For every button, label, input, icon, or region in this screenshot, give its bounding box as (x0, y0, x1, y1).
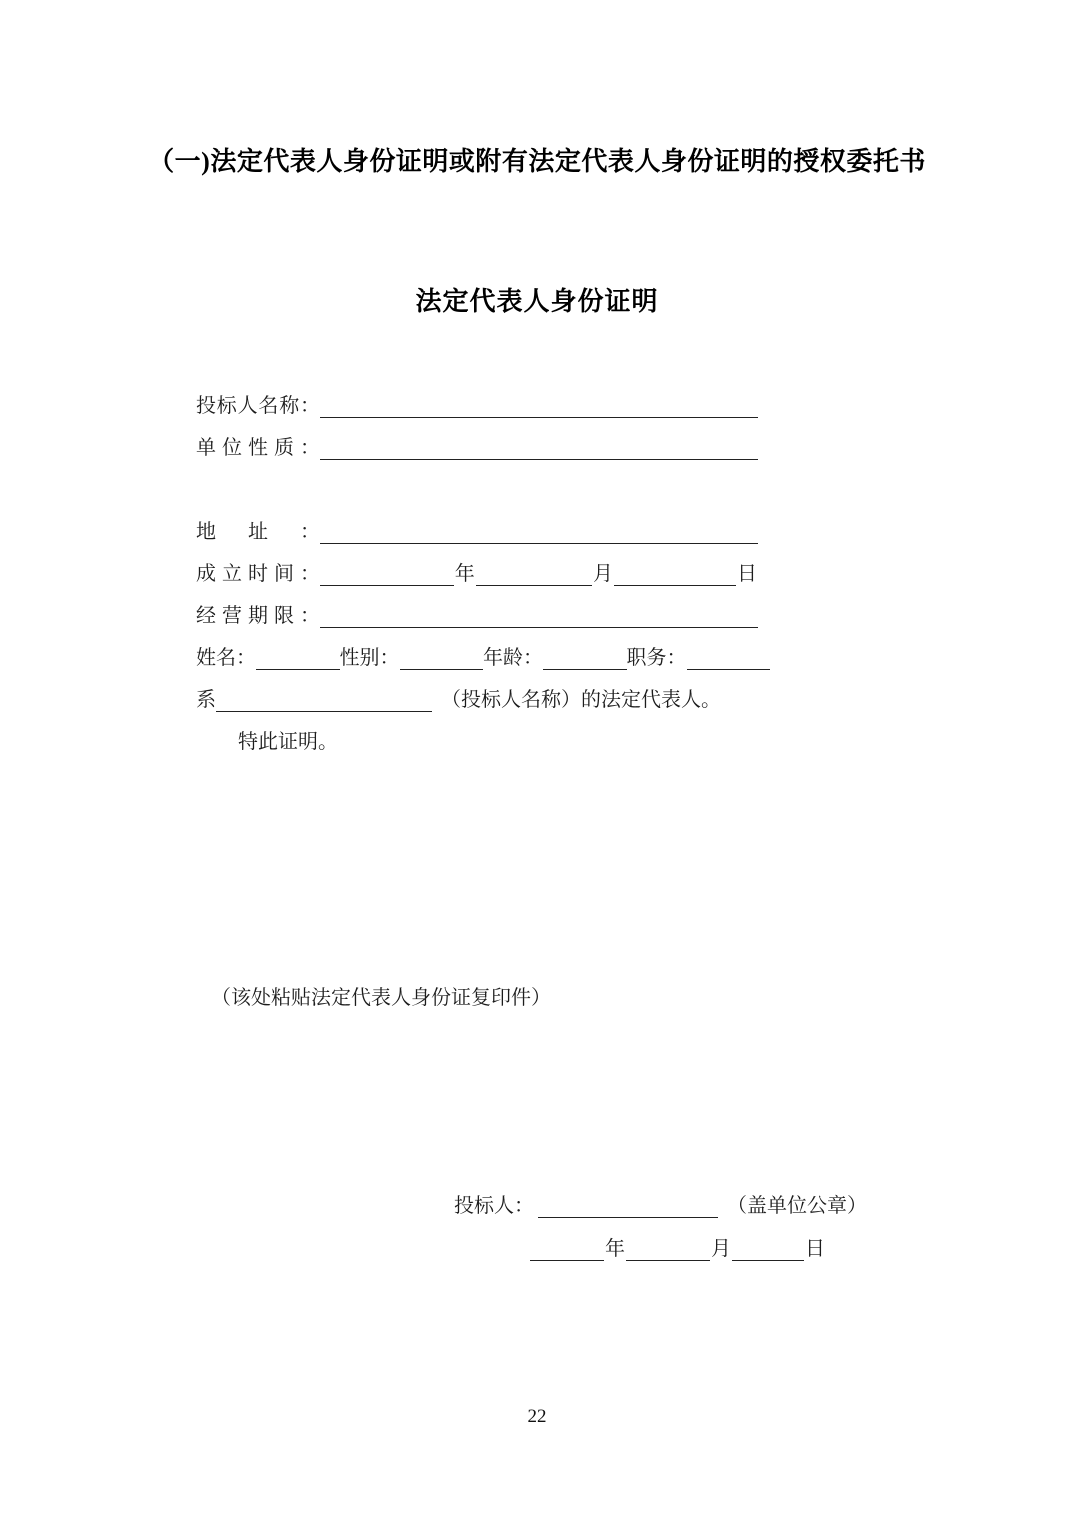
bidder-name-label: 投标人名称： (196, 395, 320, 417)
signature-year-label: 年 (605, 1238, 625, 1260)
business-term-label: 经营期限： (196, 605, 320, 627)
age-label: 年龄： (483, 647, 543, 669)
establish-month-blank (476, 559, 592, 586)
establish-date-row (196, 560, 758, 586)
month-unit-label: 月 (592, 563, 613, 585)
representative-prefix: 系 (196, 689, 216, 711)
age-blank (543, 643, 627, 670)
certify-statement: 特此证明。 (238, 731, 338, 753)
certificate-form (196, 392, 758, 770)
name-blank (256, 643, 340, 670)
unit-nature-row (196, 434, 758, 460)
page-number: 22 (527, 1406, 547, 1427)
unit-nature-label: 单位性质： (196, 437, 320, 459)
day-unit-label: 日 (737, 563, 757, 585)
business-term-row (196, 602, 758, 628)
id-copy-paste-note: （该处粘贴法定代表人身份证复印件） (211, 987, 551, 1009)
bidder-name-row (196, 392, 758, 418)
gender-label: 性别： (339, 647, 400, 669)
establish-day-blank (614, 559, 736, 586)
bidder-signature-row (454, 1192, 867, 1218)
section-title: （一)法定代表人身份证明或附有法定代表人身份证明的授权委托书 (148, 147, 926, 176)
establish-year-blank (320, 559, 454, 586)
certificate-title: 法定代表人身份证明 (415, 287, 659, 316)
signature-year-blank (530, 1234, 604, 1261)
signature-day-blank (732, 1234, 804, 1261)
representative-suffix: （投标人名称）的法定代表人。 (441, 689, 721, 711)
bidder-name-blank (320, 391, 758, 418)
establish-date-label: 成立时间： (196, 563, 320, 585)
year-unit-label: 年 (454, 563, 475, 585)
signature-block (454, 1192, 867, 1261)
representative-sentence-row (196, 686, 758, 712)
gender-blank (400, 643, 484, 670)
position-blank (687, 643, 771, 670)
address-row (196, 518, 758, 544)
signature-month-label: 月 (711, 1238, 731, 1260)
position-label: 职务： (626, 647, 687, 669)
signature-bidder-blank (538, 1191, 718, 1218)
company-seal-note: （盖单位公章） (727, 1195, 867, 1217)
signature-month-blank (626, 1234, 710, 1261)
business-term-blank (320, 601, 758, 628)
unit-nature-blank (320, 433, 758, 460)
representative-company-blank (216, 685, 432, 712)
certify-statement-row (238, 728, 758, 754)
signature-bidder-label: 投标人： (454, 1195, 534, 1217)
address-blank (320, 517, 758, 544)
signature-day-label: 日 (805, 1238, 825, 1260)
name-label: 姓名： (196, 647, 256, 669)
person-info-row (196, 644, 770, 670)
signature-date-row (530, 1235, 867, 1261)
address-label: 地址： (196, 521, 320, 543)
